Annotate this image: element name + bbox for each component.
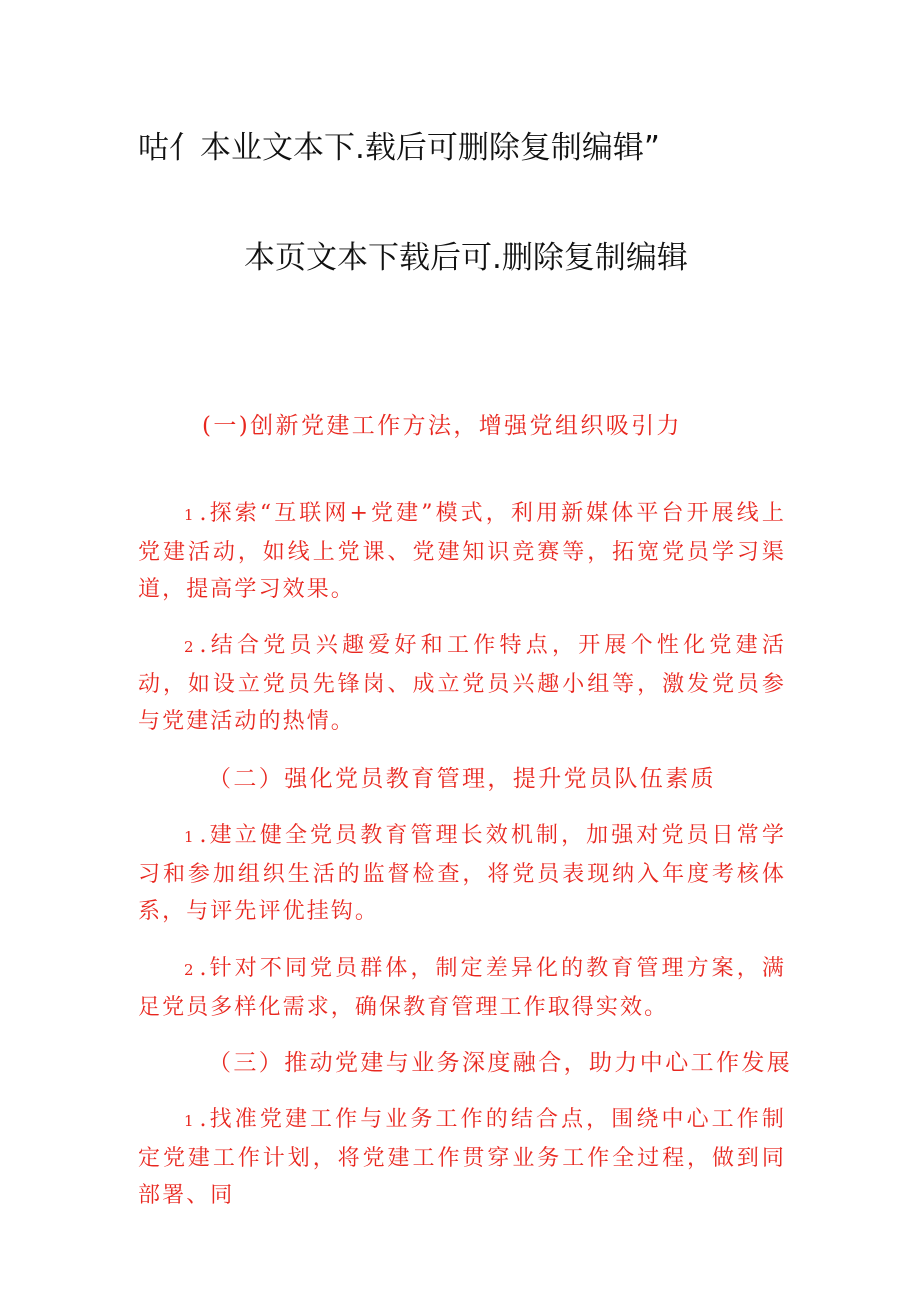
item-text: .建立健全党员教育管理长效机制，加强对党员日常学习和参加组织生活的监督检查，将党员表现纳入年度考核体系，与评先评优挂钩。 (138, 823, 786, 924)
section-2-item-2 (138, 950, 786, 1026)
item-number: 1 (184, 828, 194, 846)
item-text: .探索“互联网+党建”模式，利用新媒体平台开展线上党建活动，如线上党课、党建知识竞赛等，拓宽党员学习渠道，提高学习效果。 (138, 501, 786, 602)
item-number: 2 (184, 638, 194, 656)
item-text: .针对不同党员群体，制定差异化的教育管理方案，满足党员多样化需求，确保教育管理工作取得实效。 (138, 956, 786, 1020)
section-heading-2: （二）强化党员教育管理，提升党员队伍素质 (208, 766, 716, 792)
section-3-item-1 (138, 1101, 786, 1214)
watermark-line-2: 本页文本下载后可.删除复制编辑 (244, 240, 688, 276)
section-heading-1: (一)创新党建工作方法，增强党组织吸引力 (202, 413, 682, 439)
section-1-item-2 (138, 627, 786, 740)
watermark-line-1: 咕亻本业文本下.载后可删除复制编辑” (138, 130, 660, 166)
item-text: .找准党建工作与业务工作的结合点，围绕中心工作制定党建工作计划，将党建工作贯穿业务工作全过程，做到同部署、同 (138, 1107, 786, 1208)
section-heading-3: （三）推动党建与业务深度融合，助力中心工作发展 (208, 1050, 793, 1076)
item-number: 1 (184, 506, 194, 524)
item-text: .结合党员兴趣爱好和工作特点，开展个性化党建活动，如设立党员先锋岗、成立党员兴趣小组等，激发党员参与党建活动的热情。 (138, 633, 786, 734)
item-number: 1 (184, 1112, 194, 1130)
item-number: 2 (184, 961, 194, 979)
section-1-item-1 (138, 495, 786, 608)
section-2-item-1 (138, 817, 786, 930)
